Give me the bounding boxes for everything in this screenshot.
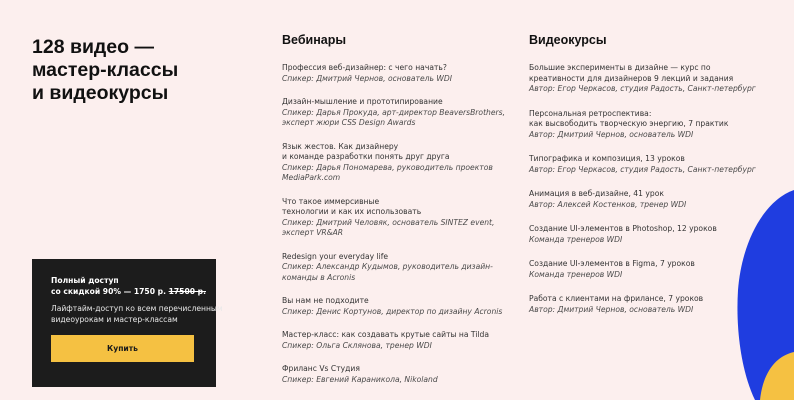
item-author-line: Спикер: Дарья Прокуда, арт-директор BeaversBrothers,: [282, 107, 506, 117]
headline: [32, 36, 252, 105]
promo-description-line-2: видеоурокам и мастер-классам: [51, 315, 178, 324]
item-author-line: Спикер: Ольга Склянова, тренер WDI: [282, 340, 432, 350]
list-item: [529, 189, 759, 210]
list-item: [529, 63, 759, 95]
webinars-list: [282, 63, 506, 385]
promo-price-current: со скидкой 90% — 1750 р.: [51, 287, 169, 296]
item-title-line: технологии и как их использовать: [282, 207, 422, 216]
item-title-line: Мастер-класс: как создавать крутые сайты на Tilda: [282, 330, 490, 339]
webinars-title: Вебинары: [282, 33, 347, 47]
promo-price-old: 17500 р.: [168, 287, 206, 296]
item-title-line: Redesign your everyday life: [282, 251, 389, 261]
list-item: [282, 252, 502, 284]
item-title-line: Типографика и композиция, 13 уроков: [529, 154, 685, 163]
item-title-line: Создание UI-элементов в Photoshop, 12 уроков: [529, 224, 717, 233]
item-title-line: Профессия веб-дизайнер: с чего начать?: [282, 63, 447, 72]
item-author-line: Команда тренеров WDI: [529, 234, 623, 244]
list-item: [529, 294, 759, 315]
item-title-line: Создание UI-элементов в Figma, 7 уроков: [529, 259, 695, 268]
item-author-line: Автор: Егор Черкасов, студия Радость, Санкт-петербург: [529, 84, 756, 93]
item-author-line: эксперт жюри CSS Design Awards: [282, 118, 416, 127]
item-author-line: Спикер: Дарья Пономарева, руководитель проектов: [282, 162, 493, 172]
item-author-line: MediaPark.com: [282, 173, 341, 182]
list-item: [529, 224, 759, 245]
full-access-card: [32, 259, 223, 387]
item-title-line: Язык жестов. Как дизайнеру: [282, 141, 399, 151]
item-author-line: Автор: Егор Черкасов, студия Радость, Санкт-петербург: [529, 164, 756, 174]
promo-price: [51, 286, 216, 297]
headline-line-2: мастер-классы: [32, 59, 179, 81]
item-author-line: Автор: Дмитрий Чернов, основатель WDI: [529, 129, 694, 139]
headline-line-3: и видеокурсы: [32, 82, 169, 104]
item-author-line: команды в Acronis: [282, 272, 356, 282]
promo-title: Полный доступ: [51, 276, 119, 285]
list-item: [282, 197, 502, 239]
item-title-line: Фриланс Vs Студия: [282, 364, 360, 373]
promo-description: [51, 303, 223, 325]
yellow-blob-shape: [760, 352, 794, 400]
videocourses-title: Видеокурсы: [529, 33, 607, 47]
videocourses-list: [529, 63, 759, 315]
list-item: [282, 142, 502, 184]
item-title-line: Что такое иммерсивные: [282, 196, 380, 206]
item-title-line: Персональная ретроспектива:: [529, 108, 652, 118]
item-author-line: Спикер: Денис Кортунов, директор по дизайну Acronis: [282, 306, 503, 316]
list-item: [282, 63, 502, 84]
list-item: [529, 109, 759, 141]
item-title-line: Дизайн-мышление и прототипирование: [282, 97, 443, 106]
item-title-line: Работа с клиентами на фрилансе, 7 уроков: [529, 294, 704, 303]
item-title-line: и команде разработки понять друг друга: [282, 152, 450, 161]
videocourses-column: [529, 33, 759, 329]
buy-button[interactable]: Купить: [51, 335, 194, 362]
item-author-line: Спикер: Евгений Караникола, Nikoland: [282, 374, 438, 384]
headline-line-1: 128 видео —: [32, 36, 154, 58]
list-item: [282, 296, 502, 317]
item-title-line: Большие эксперименты в дизайне — курс по: [529, 63, 711, 72]
item-author-line: Спикер: Дмитрий Человяк, основатель SINTEZ event,: [282, 217, 495, 227]
item-author-line: Спикер: Дмитрий Чернов, основатель WDI: [282, 73, 452, 83]
item-author-line: Спикер: Александр Кудымов, руководитель дизайн-: [282, 262, 493, 271]
list-item: [282, 364, 502, 385]
item-title-line: Анимация в веб-дизайне, 41 урок: [529, 189, 664, 198]
list-item: [282, 330, 502, 351]
list-item: [529, 259, 759, 280]
promo-description-line-1: Лайфтайм-доступ ко всем перечисленным: [51, 304, 223, 313]
item-author-line: Команда тренеров WDI: [529, 269, 623, 279]
item-author-line: Автор: Дмитрий Чернов, основатель WDI: [529, 304, 694, 314]
item-title-line: Вы нам не подходите: [282, 296, 369, 305]
list-item: [282, 97, 506, 129]
item-author-line: эксперт VR&AR: [282, 228, 344, 237]
webinars-column: [282, 33, 506, 398]
item-title-line: креативности для дизайнеров 9 лекций и задания: [529, 73, 734, 83]
list-item: [529, 154, 759, 175]
item-author-line: Автор: Алексей Костенков, тренер WDI: [529, 199, 687, 209]
item-title-line: как высвободить творческую энергию, 7 практик: [529, 119, 729, 128]
